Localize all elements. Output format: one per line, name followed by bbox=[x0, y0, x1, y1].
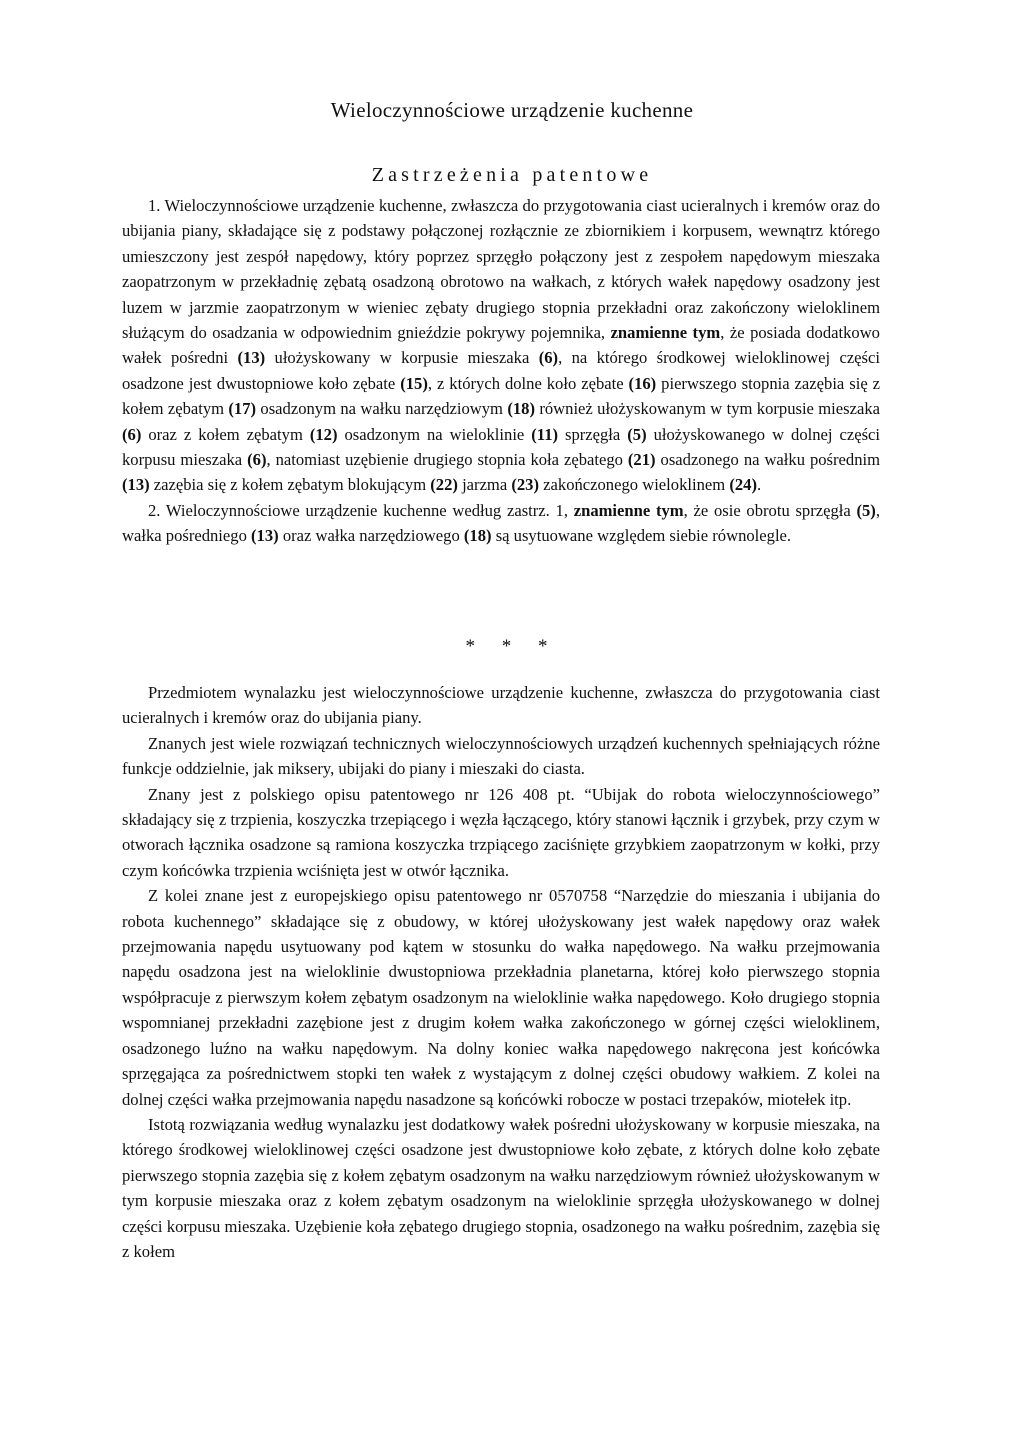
description-paragraph: Znany jest z polskiego opisu patentowego nr 126 408 pt. “Ubijak do robota wieloczynnościowego” składający się z trzpienia, koszyczka trzepiącego i węzła łączącego, który stanowi łącznik i grzybek, przy czym w otworach łącznika osadzone są ramiona koszyczka trzpiącego zaciśnięte grzybkiem zaopatrzonym w kołki, przy czym końcówka trzpienia wciśnięta jest w otwór łącznika. bbox=[122, 784, 880, 880]
claim-emphasis: (6) bbox=[247, 450, 267, 470]
claim-emphasis: znamienne tym bbox=[610, 323, 721, 343]
claim-1-paragraph bbox=[122, 193, 880, 498]
claim-emphasis: (15) bbox=[400, 373, 428, 393]
claim-text: , że osie obrotu sprzęgła bbox=[683, 500, 857, 520]
claim-text: sprzęgła bbox=[558, 424, 628, 444]
claim-text: zazębia się z kołem zębatym blokującym bbox=[149, 475, 431, 495]
description-paragraph: Przedmiotem wynalazku jest wieloczynnościowe urządzenie kuchenne, zwłaszcza do przygotowania ciast ucieralnych i kremów oraz do ubijania piany. bbox=[122, 683, 880, 728]
claim-text: również ułożyskowanym w tym korpusie mieszaka bbox=[534, 399, 881, 419]
document-title: Wieloczynnościowe urządzenie kuchenne bbox=[330, 98, 694, 122]
claim-emphasis: (11) bbox=[531, 424, 559, 444]
claim-emphasis: (18) bbox=[507, 399, 535, 419]
claim-text: pierwszego stopnia zazębia się z kołem zębatym bbox=[122, 373, 881, 419]
claim-text: , że posiada dodatkowo wałek pośredni bbox=[122, 323, 880, 368]
claim-emphasis: (21) bbox=[627, 450, 656, 470]
section-separator: * * * bbox=[465, 636, 559, 657]
claim-text: , na którego środkowej wieloklinowej części osadzone jest dwustopniowe koło zębate bbox=[122, 348, 880, 393]
claim-emphasis: (18) bbox=[463, 526, 492, 546]
claim-emphasis: znamienne tym bbox=[573, 500, 684, 520]
claim-text: ułożyskowanego w dolnej części korpusu mieszaka bbox=[122, 424, 881, 470]
claim-text: oraz z kołem zębatym bbox=[141, 424, 310, 444]
description-paragraph: Istotą rozwiązania według wynalazku jest dodatkowy wałek pośredni ułożyskowany w korpusie mieszaka, na którego środkowej wieloklinowej części osadzone jest dwustopniowe koło zębate, z których dolne koło zębate pierwszego stopnia zazębia się z kołem zębatym osadzonym na wałku narzędziowym również ułożyskowanym w tym korpusie mieszaka oraz z kołem zębatym osadzonym na wieloklinie sprzęgła ułożyskowanego w dolnej części korpusu mieszaka. Uzębienie koła zębatego drugiego stopnia, osadzonego na wałku pośrednim, zazębia się z kołem bbox=[122, 1114, 880, 1261]
claim-emphasis: (13) bbox=[237, 348, 266, 368]
claim-text: 2. Wieloczynnościowe urządzenie kuchenne według zastrz. 1, bbox=[148, 500, 574, 520]
description-paragraph: Znanych jest wiele rozwiązań technicznych wieloczynnościowych urządzeń kuchennych spełniających różne funkcje oddzielnie, jak miksery, ubijaki do piany i mieszaki do ciasta. bbox=[122, 733, 880, 779]
claim-text: zakończonego wieloklinem bbox=[539, 475, 730, 495]
claim-emphasis: (6) bbox=[538, 348, 559, 368]
claim-text: , z których dolne koło zębate bbox=[427, 373, 629, 393]
claim-text: oraz wałka narzędziowego bbox=[278, 526, 464, 546]
claim-text: ułożyskowany w korpusie mieszaka bbox=[265, 348, 539, 368]
claim-emphasis: (6) bbox=[122, 424, 142, 444]
claim-text: osadzonym na wałku narzędziowym bbox=[256, 399, 508, 419]
claim-emphasis: (13) bbox=[251, 526, 279, 546]
claim-text: , natomiast uzębienie drugiego stopnia koła zębatego bbox=[266, 450, 628, 470]
claim-emphasis: (17) bbox=[228, 399, 257, 419]
claim-emphasis: (23) bbox=[511, 475, 540, 495]
description-section bbox=[122, 680, 880, 1264]
description-paragraph: Z kolei znane jest z europejskiego opisu patentowego nr 0570758 “Narzędzie do mieszania i ubijania do robota kuchennego” składające się z obudowy, w której ułożyskowany jest wałek napędowy oraz wałek przejmowania napędu usytuowany pod kątem w stosunku do wałka napędowego. Na wałku przejmowania napędu osadzona jest na wieloklinie dwustopniowa przekładnia planetarna, której koło pierwszego stopnia współpracuje z pierwszym kołem zębatym osadzonym na wieloklinie wałka napędowego. Koło drugiego stopnia wspomnianej przekładni zazębione jest z drugim kołem wałka zakończonego w górnej części wieloklinem, osadzonego luźno na wałku napędowym. Na dolny koniec wałka napędowego nakręcona jest końcówka sprzęgająca za pośrednictwem stopki ten wałek z wystającym z dolnej części obudowy wałkiem. Z kolei na dolnej części wałka przejmowania napędu nasadzone są końcówki robocze w postaci trzepaków, miotełek itp. bbox=[122, 886, 880, 1109]
claim-text: 1. Wieloczynnościowe urządzenie kuchenne, zwłaszcza do przygotowania ciast ucieralnych i kremów oraz do ubijania piany, składające się z podstawy połączonej rozłącznie ze zbiornikiem i korpusem, wewnątrz którego umieszczony jest zespół napędowy, który poprzez sprzęgło połączony jest z zespołem napędowym mieszaka zaopatrzonym w przekładnię zębatą osadzoną obrotowo na wałkach, z których wałek napędowy osadzony jest luzem w jarzmie zaopatrzonym w wieniec zębaty drugiego stopnia przekładni oraz zakończony wieloklinem służącym do osadzania w odpowiednim gnieździe pokrywy pojemnika, bbox=[122, 196, 880, 343]
claim-2-paragraph bbox=[122, 498, 880, 549]
claim-text: są usytuowane względem siebie równolegle. bbox=[491, 526, 792, 546]
claim-text: . bbox=[756, 475, 762, 495]
claim-text: osadzonego na wałku pośrednim bbox=[655, 450, 881, 470]
claim-text: jarzma bbox=[457, 475, 512, 495]
claim-emphasis: (5) bbox=[856, 500, 876, 520]
claim-emphasis: (22) bbox=[430, 475, 458, 495]
claims-section bbox=[122, 193, 880, 549]
claim-emphasis: (5) bbox=[627, 424, 647, 444]
claim-text: osadzonym na wieloklinie bbox=[337, 424, 532, 444]
claim-emphasis: (16) bbox=[628, 373, 657, 393]
claim-emphasis: (24) bbox=[729, 475, 757, 495]
claim-emphasis: (12) bbox=[309, 424, 338, 444]
claim-emphasis: (13) bbox=[122, 475, 150, 495]
claim-text: , wałka pośredniego bbox=[122, 500, 880, 546]
section-heading-claims: Zastrzeżenia patentowe bbox=[371, 164, 653, 186]
